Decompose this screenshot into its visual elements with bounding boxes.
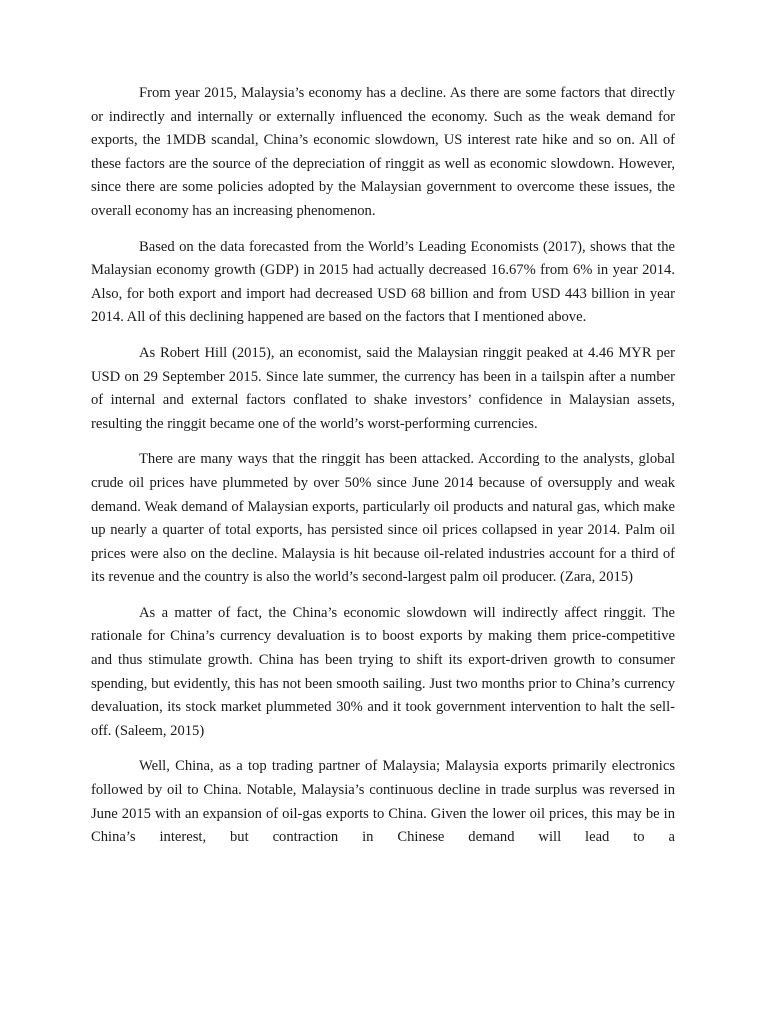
document-page <box>91 82 675 862</box>
paragraph-gdp-data: Based on the data forecasted from the World’s Leading Economists (2017), shows that the Malaysian economy growth (GDP) in 2015 had actually decreased 16.67% from 6% in year 2014. Also, for both export and import had decreased USD 68 billion and from USD 443 billion in year 2014. All of this declining happened are based on the factors that I mentioned above. <box>91 238 675 326</box>
paragraph-china-slowdown: As a matter of fact, the China’s economic slowdown will indirectly affect ringgit. The rationale for China’s currency devaluation is to boost exports by making them price-competitive and thus stimulate growth. China has been trying to shift its export-driven growth to consumer spending, but evidently, this has not been smooth sailing. Just two months prior to China’s currency devaluation, its stock market plummeted 30% and it took government intervention to halt the sell-off. (Saleem, 2015) <box>91 604 675 739</box>
paragraph-oil-prices: There are many ways that the ringgit has been attacked. According to the analysts, global crude oil prices have plummeted by over 50% since June 2014 because of oversupply and weak demand. Weak demand of Malaysian exports, particularly oil products and natural gas, which make up nearly a quarter of total exports, has persisted since oil prices collapsed in year 2014. Palm oil prices were also on the decline. Malaysia is hit because oil-related industries account for a third of its revenue and the country is also the world’s second-largest palm oil producer. (Zara, 2015) <box>91 451 675 586</box>
paragraph-trading-partner: Well, China, as a top trading partner of Malaysia; Malaysia exports primarily electronics followed by oil to China. Notable, Malaysia’s continuous decline in trade surplus was reversed in June 2015 with an expansion of oil-gas exports to China. Given the lower oil prices, this may be in China’s interest, but contraction in Chinese demand will lead to a <box>91 758 675 846</box>
paragraph-intro: From year 2015, Malaysia’s economy has a decline. As there are some factors that directly or indirectly and internally or externally influenced the economy. Such as the weak demand for exports, the 1MDB scandal, China’s economic slowdown, US interest rate hike and so on. All of these factors are the source of the depreciation of ringgit as well as economic slowdown. However, since there are some policies adopted by the Malaysian government to overcome these issues, the overall economy has an increasing phenomenon. <box>91 85 675 219</box>
paragraph-robert-hill: As Robert Hill (2015), an economist, said the Malaysian ringgit peaked at 4.46 MYR per USD on 29 September 2015. Since late summer, the currency has been in a tailspin after a number of internal and external factors conflated to shake investors’ confidence in Malaysian assets, resulting the ringgit became one of the world’s worst-performing currencies. <box>91 344 675 432</box>
